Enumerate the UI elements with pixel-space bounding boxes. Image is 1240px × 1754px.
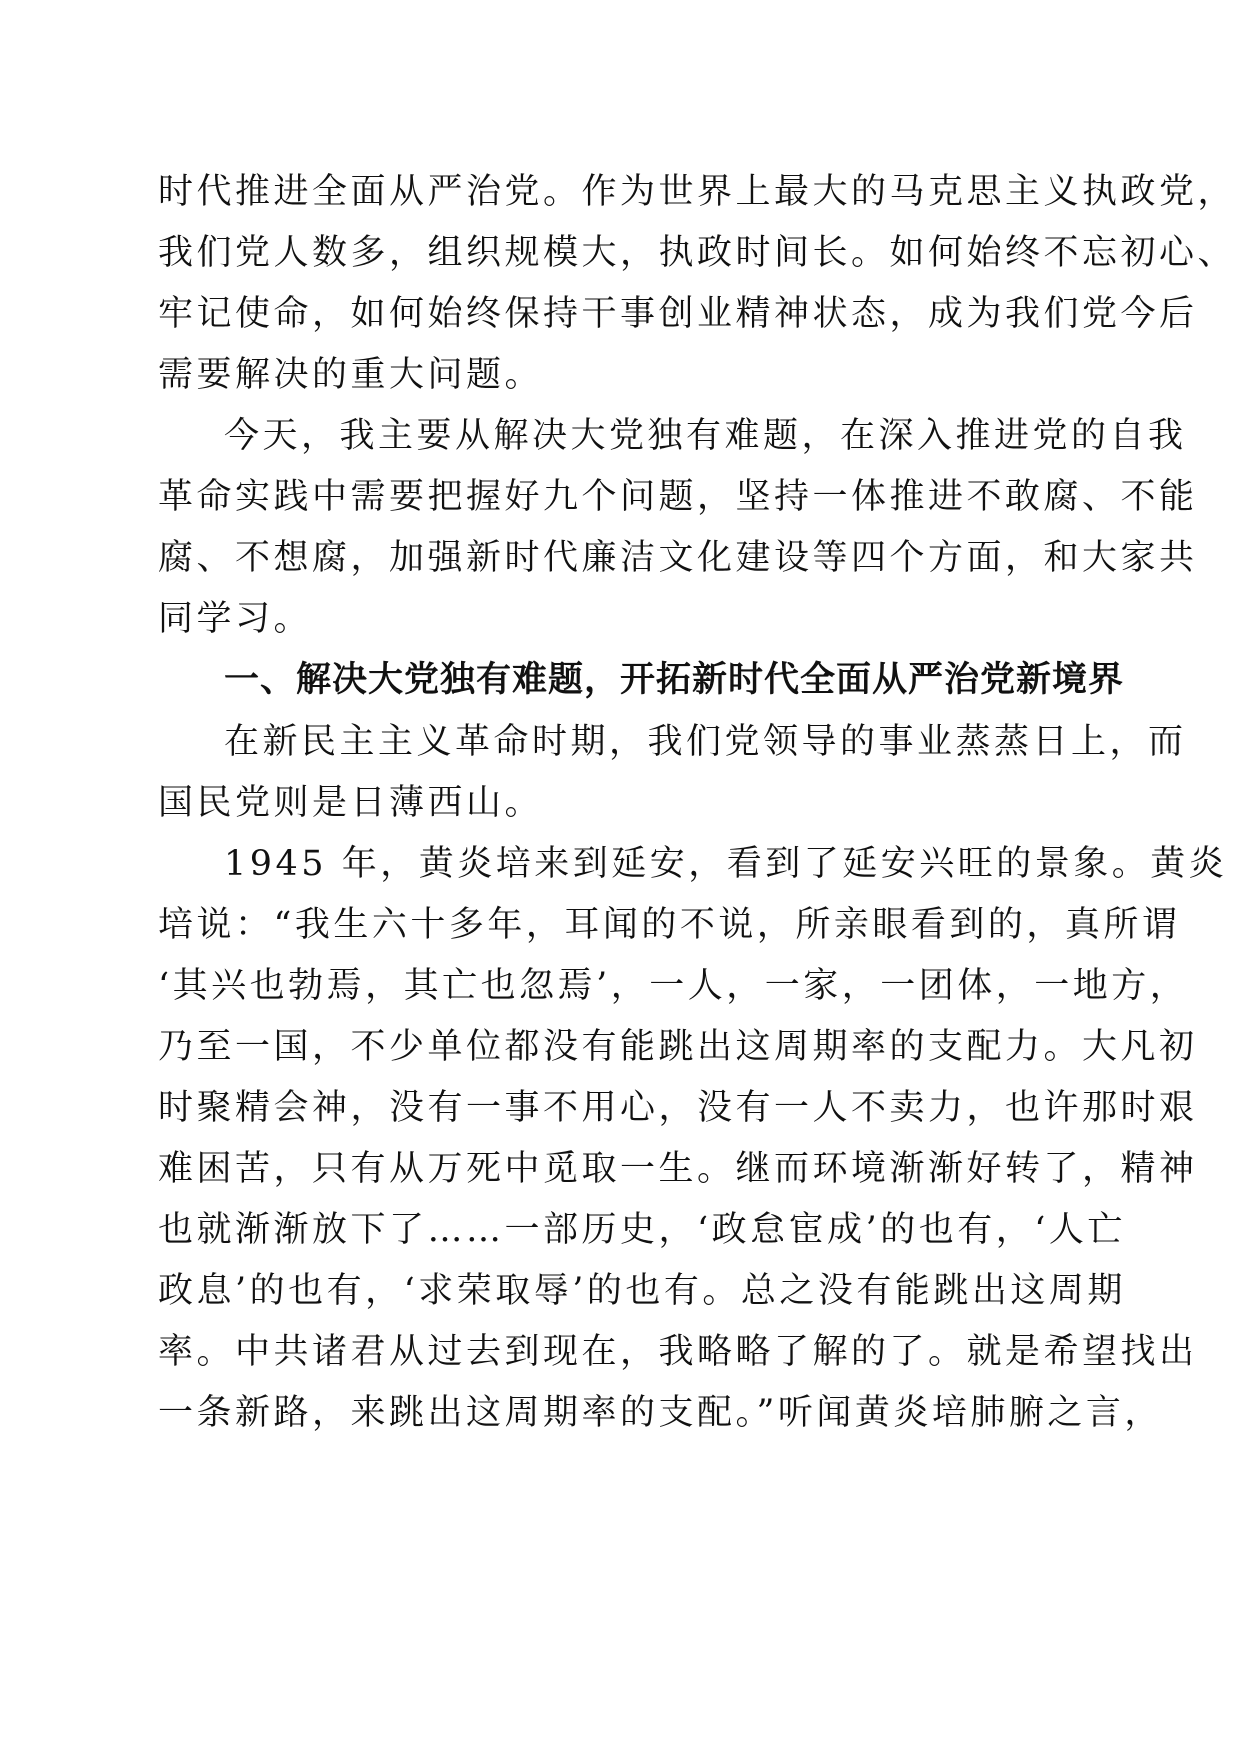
paragraph-4-line-4: 乃至一国，不少单位都没有能跳出这周期率的支配力。大凡初 [158, 1027, 1198, 1067]
paragraph-1-line-4: 需要解决的重大问题。 [158, 355, 544, 395]
paragraph-4-line-3: ‘其兴也勃焉，其亡也忽焉’，一人，一家，一团体，一地方， [158, 966, 1189, 1006]
paragraph-2-line-3: 腐、不想腐，加强新时代廉洁文化建设等四个方面，和大家共 [158, 538, 1198, 578]
paragraph-2-line-4: 同学习。 [158, 599, 313, 639]
paragraph-4-line-7: 也就渐渐放下了……一部历史，‘政怠宦成’的也有，‘人亡 [158, 1210, 1126, 1250]
paragraph-4-line-9: 率。中共诸君从过去到现在，我略略了解的了。就是希望找出 [158, 1332, 1198, 1372]
paragraph-3-line-1: 在新民主主义革命时期，我们党领导的事业蒸蒸日上，而 [224, 722, 1187, 762]
paragraph-4-line-1: 1945 年，黄炎培来到延安，看到了延安兴旺的景象。黄炎 [224, 844, 1228, 884]
paragraph-1-line-1: 时代推进全面从严治党。作为世界上最大的马克思主义执政党， [158, 172, 1237, 212]
paragraph-4-line-2: 培说：“我生六十多年，耳闻的不说，所亲眼看到的，真所谓 [158, 905, 1181, 945]
paragraph-4-line-6: 难困苦，只有从万死中觅取一生。继而环境渐渐好转了，精神 [158, 1149, 1198, 1189]
paragraph-2-line-1: 今天，我主要从解决大党独有难题，在深入推进党的自我 [224, 416, 1187, 456]
section-heading: 一、解决大党独有难题，开拓新时代全面从严治党新境界 [224, 660, 1125, 700]
paragraph-2-line-2: 革命实践中需要把握好九个问题，坚持一体推进不敢腐、不能 [158, 477, 1198, 517]
paragraph-1-line-2: 我们党人数多，组织规模大，执政时间长。如何始终不忘初心、 [158, 233, 1237, 273]
paragraph-3-line-2: 国民党则是日薄西山。 [158, 783, 544, 823]
paragraph-1-line-3: 牢记使命，如何始终保持干事创业精神状态，成为我们党今后 [158, 294, 1198, 334]
paragraph-4-line-5: 时聚精会神，没有一事不用心，没有一人不卖力，也许那时艰 [158, 1088, 1198, 1128]
paragraph-4-line-8: 政息’的也有，‘求荣取辱’的也有。总之没有能跳出这周期 [158, 1271, 1126, 1311]
paragraph-4-line-10: 一条新路，来跳出这周期率的支配。”听闻黄炎培肺腑之言， [158, 1393, 1163, 1433]
